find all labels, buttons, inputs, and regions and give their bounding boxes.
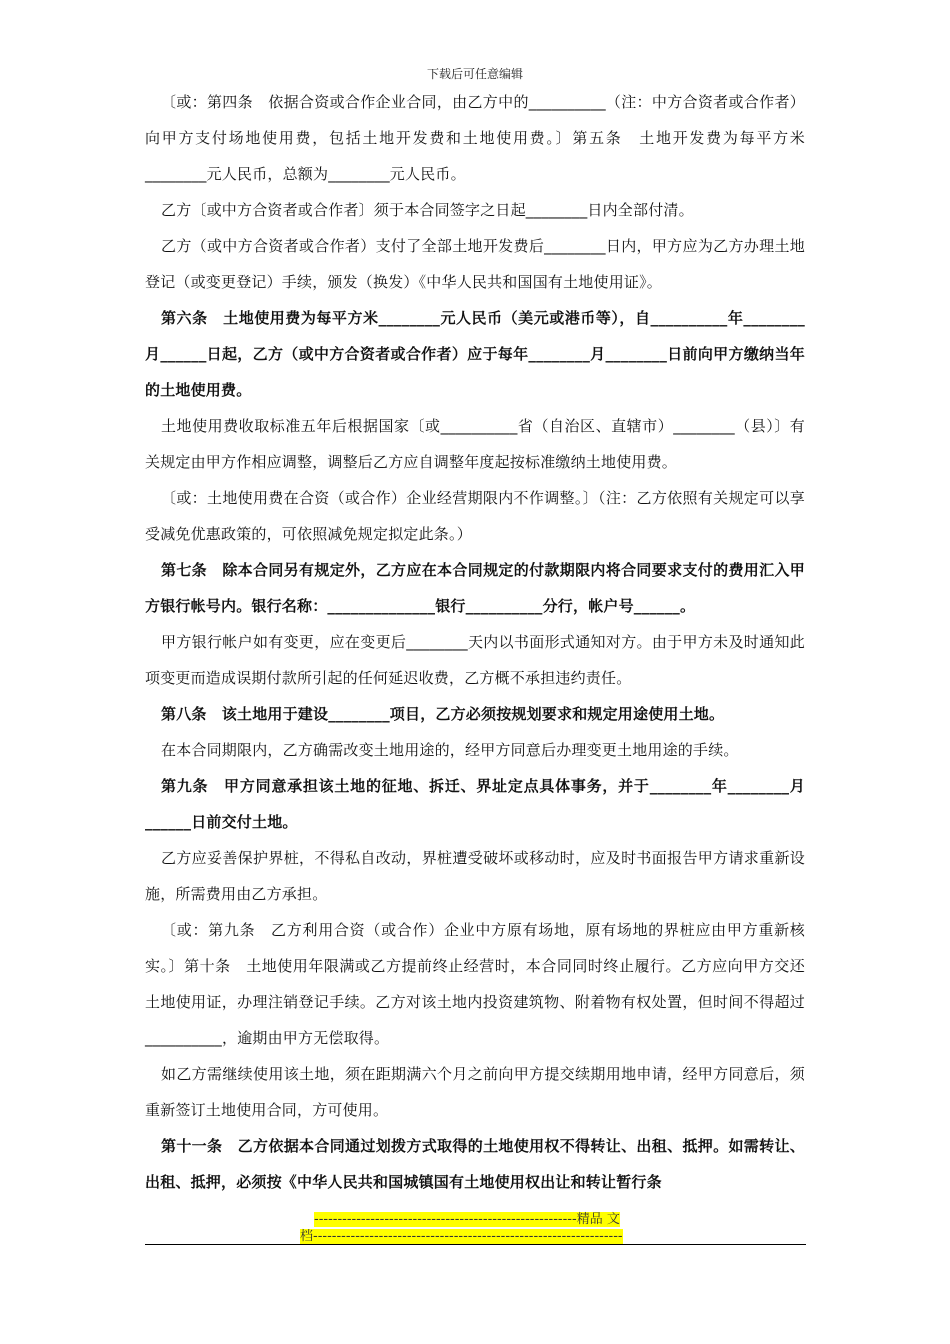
paragraph-article-4-5: 〔或：第四条 依据合资或合作企业合同，由乙方中的__________（注：中方合资者或合作者）向甲方支付场地使用费，包括土地开发费和土地使用费。〕第五条 土地开发费为每平方米________元人民币，总额为________元人民币。 — [145, 93, 805, 183]
paragraph-use-change: 在本合同期限内，乙方确需改变土地用途的，经甲方同意后办理变更土地用途的手续。 — [161, 741, 739, 759]
paragraph-article-11: 第十一条 乙方依据本合同通过划拨方式取得的土地使用权不得转让、出租、抵押。如需转让、出租、抵押，必须按《中华人民共和国城镇国有土地使用权出让和转让暂行条 — [145, 1137, 805, 1191]
page-footer — [300, 1211, 650, 1245]
paragraph-article-9-alt-10: 〔或：第九条 乙方利用合资（或合作）企业中方原有场地，原有场地的界桩应由甲方重新核实。〕第十条 土地使用年限满或乙方提前终止经营时，本合同同时终止履行。乙方应向甲方交还土地使用证，办理注销登记手续。乙方对该土地内投资建筑物、附着物有权处置，但时间不得超过__________，逾期由甲方无偿取得。 — [145, 921, 805, 1047]
document-body — [145, 84, 805, 1200]
footer-line-1: --------------------------------------------------------精品 文 — [314, 1212, 620, 1227]
footer-rule — [145, 1244, 806, 1245]
paragraph-article-7: 第七条 除本合同另有规定外，乙方应在本合同规定的付款期限内将合同要求支付的费用汇入甲方银行帐号内。银行名称：______________银行__________分行，帐户号______。 — [145, 561, 805, 615]
page-header: 下载后可任意编辑 — [426, 67, 523, 81]
paragraph-land-registration: 乙方（或中方合资者或合作者）支付了全部土地开发费后________日内，甲方应为乙方办理土地登记（或变更登记）手续，颁发（换发）《中华人民共和国国有土地使用证》。 — [145, 237, 805, 291]
paragraph-fee-no-adjustment: 〔或：土地使用费在合资（或合作）企业经营期限内不作调整。〕（注：乙方依照有关规定可以享受减免优惠政策的，可依照减免规定拟定此条。） — [145, 489, 805, 543]
paragraph-fee-adjustment: 土地使用费收取标准五年后根据国家〔或__________省（自治区、直辖市）________（县）〕有关规定由甲方作相应调整，调整后乙方应自调整年度起按标准缴纳土地使用费。 — [145, 417, 805, 471]
paragraph-article-8: 第八条 该土地用于建设________项目，乙方必须按规划要求和规定用途使用土地。 — [161, 705, 725, 723]
footer-line-2: 档------------------------------------------------------------------ — [300, 1229, 623, 1244]
paragraph-boundary-markers: 乙方应妥善保护界桩，不得私自改动，界桩遭受破坏或移动时，应及时书面报告甲方请求重新设施，所需费用由乙方承担。 — [145, 849, 805, 903]
paragraph-article-9: 第九条 甲方同意承担该土地的征地、拆迁、界址定点具体事务，并于________年________月______日前交付土地。 — [145, 777, 805, 831]
paragraph-bank-change: 甲方银行帐户如有变更，应在变更后________天内以书面形式通知对方。由于甲方未及时通知此项变更而造成误期付款所引起的任何延迟收费，乙方概不承担违约责任。 — [145, 633, 805, 687]
paragraph-payment-deadline: 乙方〔或中方合资者或合作者〕须于本合同签字之日起________日内全部付清。 — [161, 201, 694, 219]
paragraph-renewal: 如乙方需继续使用该土地，须在距期满六个月之前向甲方提交续期用地申请，经甲方同意后，须重新签订土地使用合同，方可使用。 — [145, 1065, 805, 1119]
paragraph-article-6: 第六条 土地使用费为每平方米________元人民币（美元或港币等），自__________年________月______日起，乙方（或中方合资者或合作者）应于每年________月________日前向甲方缴纳当年的土地使用费。 — [145, 309, 805, 399]
